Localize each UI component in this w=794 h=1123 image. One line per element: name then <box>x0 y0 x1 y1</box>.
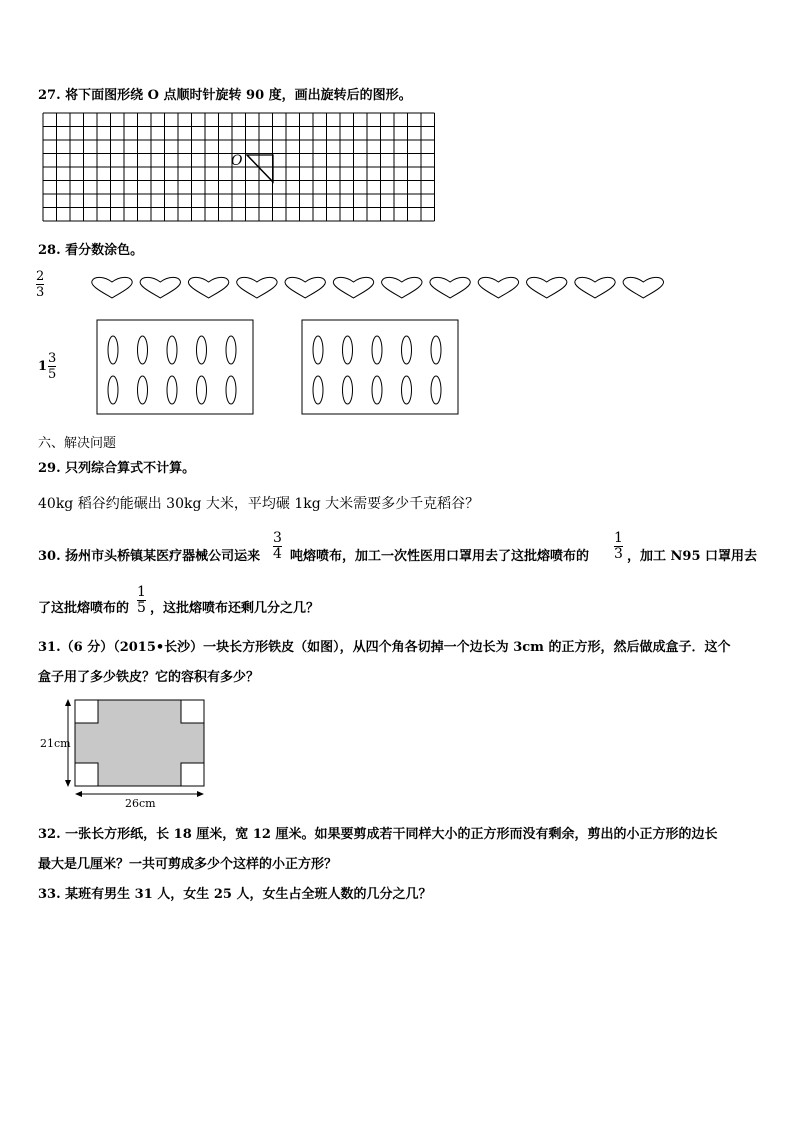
q31-line1: 31.（6 分）（2015•长沙）一块长方形铁皮（如图），从四个角各切掉一个边长为 3cm 的正方形，然后做成盒子．这个 <box>38 640 731 655</box>
oval-shape <box>372 376 382 404</box>
height-label: 21cm <box>40 737 71 750</box>
hearts-row <box>92 277 664 298</box>
heart-shape <box>92 277 132 298</box>
q27-text: 27. 将下面图形绕 O 点顺时针旋转 90 度，画出旋转后的图形。 <box>38 88 412 103</box>
oval-shape <box>108 376 118 404</box>
heart-shape <box>478 277 518 298</box>
oval-shape <box>431 336 441 364</box>
oval-shape <box>167 336 177 364</box>
oval-shape <box>167 376 177 404</box>
box-net-shaded <box>75 700 204 786</box>
oval-box-1 <box>97 320 253 414</box>
ovals-group <box>108 336 441 404</box>
oval-shape <box>372 336 382 364</box>
oval-shape <box>402 376 412 404</box>
heart-shape <box>333 277 373 298</box>
q30-line1a: 30. 扬州市头桥镇某医疗器械公司运来 <box>38 549 261 564</box>
q29-text: 29. 只列综合算式不计算。 <box>38 461 196 476</box>
q30-line2a: 了这批熔喷布的 <box>38 601 130 616</box>
q29-body: 40kg 稻谷约能碾出 30kg 大米，平均碾 1kg 大米需要多少千克稻谷？ <box>38 496 480 512</box>
oval-shape <box>226 336 236 364</box>
q32-line2: 最大是几厘米？一共可剪成多少个这样的小正方形？ <box>38 857 338 872</box>
heart-shape <box>623 277 663 298</box>
oval-shape <box>138 376 148 404</box>
oval-shape <box>431 376 441 404</box>
q28-text: 28. 看分数涂色。 <box>38 243 144 258</box>
heart-shape <box>526 277 566 298</box>
oval-shape <box>313 336 323 364</box>
oval-shape <box>313 376 323 404</box>
heart-shape <box>140 277 180 298</box>
heart-shape <box>188 277 228 298</box>
mixed-whole: 1 <box>38 359 48 374</box>
heart-shape <box>430 277 470 298</box>
triangle-hypotenuse <box>247 155 273 182</box>
oval-shape <box>226 376 236 404</box>
oval-shape <box>197 336 207 364</box>
oval-shape <box>343 376 353 404</box>
fraction-one-third: $\frac{1}{3}$ <box>614 530 623 562</box>
fraction-three-fourths: $\frac{3}{4}$ <box>273 530 282 562</box>
q31-line2: 盒子用了多少铁皮？它的容积有多少？ <box>38 670 260 685</box>
fraction-one-fifth: $\frac{1}{5}$ <box>137 584 146 616</box>
oval-box-2 <box>302 320 458 414</box>
point-o-label: O <box>231 153 243 169</box>
heart-shape <box>575 277 615 298</box>
oval-shape <box>197 376 207 404</box>
heart-shape <box>285 277 325 298</box>
q33-text: 33. 某班有男生 31 人，女生 25 人，女生占全班人数的几分之几？ <box>38 887 432 902</box>
q30-line2b: ，这批熔喷布还剩几分之几？ <box>150 601 320 616</box>
q30-line1b: 吨熔喷布，加工一次性医用口罩用去了这批熔喷布的 <box>290 549 590 564</box>
oval-shape <box>343 336 353 364</box>
heart-shape <box>237 277 277 298</box>
heart-shape <box>382 277 422 298</box>
fraction-three-fifths: $\frac{3}{5}$ <box>48 351 57 382</box>
oval-shape <box>138 336 148 364</box>
oval-shape <box>402 336 412 364</box>
width-label: 26cm <box>125 797 156 810</box>
oval-shape <box>108 336 118 364</box>
q32-line1: 32. 一张长方形纸，长 18 厘米，宽 12 厘米。如果要剪成若干同样大小的正方形而没有剩余，剪出的小正方形的边长 <box>38 827 718 842</box>
q30-line1c: ，加工 N95 口罩用去 <box>627 549 758 564</box>
fraction-two-thirds: $\frac{2}{3}$ <box>36 269 45 300</box>
section-title: 六、解决问题 <box>38 436 117 451</box>
